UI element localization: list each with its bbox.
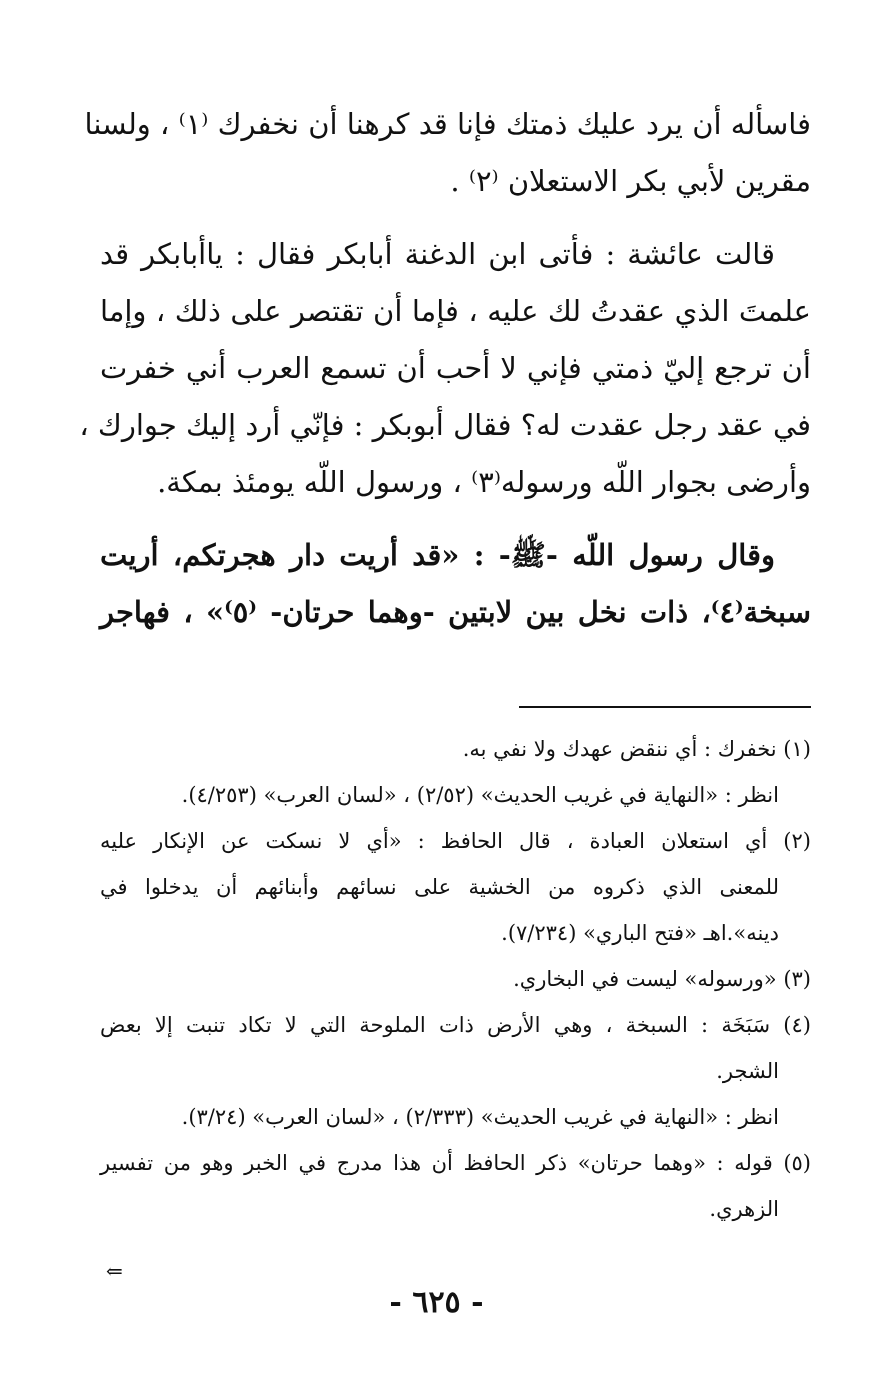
footnote-line: (٤) سَبَخَة : السبخة ، وهي الأرض ذات الملوحة التي لا تكاد تنبت إلا بعض — [100, 1013, 811, 1037]
footnote-line: (٢) أي استعلان العبادة ، قال الحافظ : «أي لا نسكت عن الإنكار عليه — [100, 829, 811, 853]
text-line: في عقد رجل عقدت له؟ فقال أبوبكر : فإنّي أرد إليك جوارك ، — [79, 408, 811, 442]
text-line: قالت عائشة : فأتى ابن الدغنة أبابكر فقال : ياأبابكر قد — [100, 237, 775, 271]
footnotes — [100, 726, 811, 1232]
footnote-line: انظر : «النهاية في غريب الحديث» (٢/٥٢) ، «لسان العرب» (٤/٢٥٣). — [181, 783, 779, 807]
main-text — [79, 96, 811, 641]
footnote-line: (١) نخفرك : أي ننقض عهدك ولا نفي به. — [462, 737, 811, 761]
text-line: وقال رسول اللّه -ﷺ- : «قد أريت دار هجرتكم، أريت — [100, 538, 775, 572]
text-line: وأرضى بجوار اللّه ورسوله⁽٣⁾ ، ورسول اللّه يومئذ بمكة. — [157, 465, 811, 499]
text-line: سبخة⁽٤⁾، ذات نخل بين لابتين -وهما حرتان- ⁽٥⁾» ، فهاجر — [100, 595, 811, 629]
footnote-line: دينه».اهـ «فتح الباري» (٧/٢٣٤). — [501, 921, 779, 945]
footnote-line: (٣) «ورسوله» ليست في البخاري. — [513, 967, 811, 991]
footnote-line: الزهري. — [709, 1197, 779, 1221]
footnote-line: (٥) قوله : «وهما حرتان» ذكر الحافظ أن هذا مدرج في الخبر وهو من تفسير — [100, 1151, 811, 1175]
page-number: - ٦٢٥ - — [389, 1285, 484, 1320]
footnote-separator — [519, 706, 811, 708]
footnote-line: انظر : «النهاية في غريب الحديث» (٢/٣٣٣) ، «لسان العرب» (٣/٢٤). — [181, 1105, 779, 1129]
continue-arrow-icon: ⇐ — [106, 1259, 123, 1283]
text-line: أن ترجع إليّ ذمتي فإني لا أحب أن تسمع العرب أني خفرت — [100, 351, 811, 385]
footnote-line: للمعنى الذي ذكروه من الخشية على نسائهم وأبنائهم أن يدخلوا في — [100, 875, 779, 899]
text-line: فاسأله أن يرد عليك ذمتك فإنا قد كرهنا أن نخفرك ⁽١⁾ ، ولسنا — [84, 107, 811, 141]
text-line: مقرين لأبي بكر الاستعلان ⁽٢⁾ . — [450, 164, 811, 198]
footnote-line: الشجر. — [716, 1059, 779, 1083]
text-line: علمتَ الذي عقدتُ لك عليه ، فإما أن تقتصر على ذلك ، وإما — [100, 294, 811, 328]
